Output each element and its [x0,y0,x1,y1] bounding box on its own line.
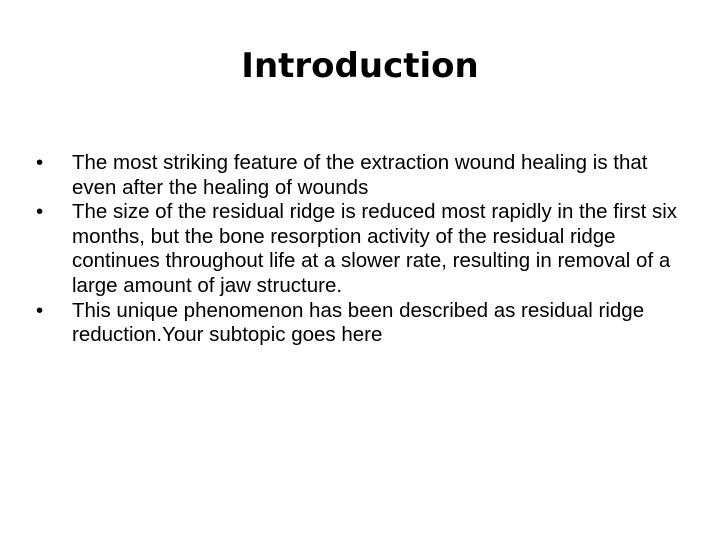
bullet-item [36,299,686,348]
bullet-icon: • [36,151,44,174]
bullet-item [36,200,686,298]
bullet-icon: • [36,200,44,224]
bullet-list [36,151,686,348]
bullet-item [36,151,686,200]
bullet-text: The size of the residual ridge is reduced most rapidly in the first six months, but the bone resorption activity of the residual ridge continues throughout life at a slower rate, resulting in removal of a large amount of jaw structure. [72,200,678,297]
slide-title: Introduction [241,46,479,86]
bullet-text: The most striking feature of the extraction wound healing is that even after the healing of wounds [72,151,648,199]
bullet-text: This unique phenomenon has been described as residual ridge reduction.Your subtopic goes here [72,298,645,347]
bullet-icon: • [36,298,44,322]
